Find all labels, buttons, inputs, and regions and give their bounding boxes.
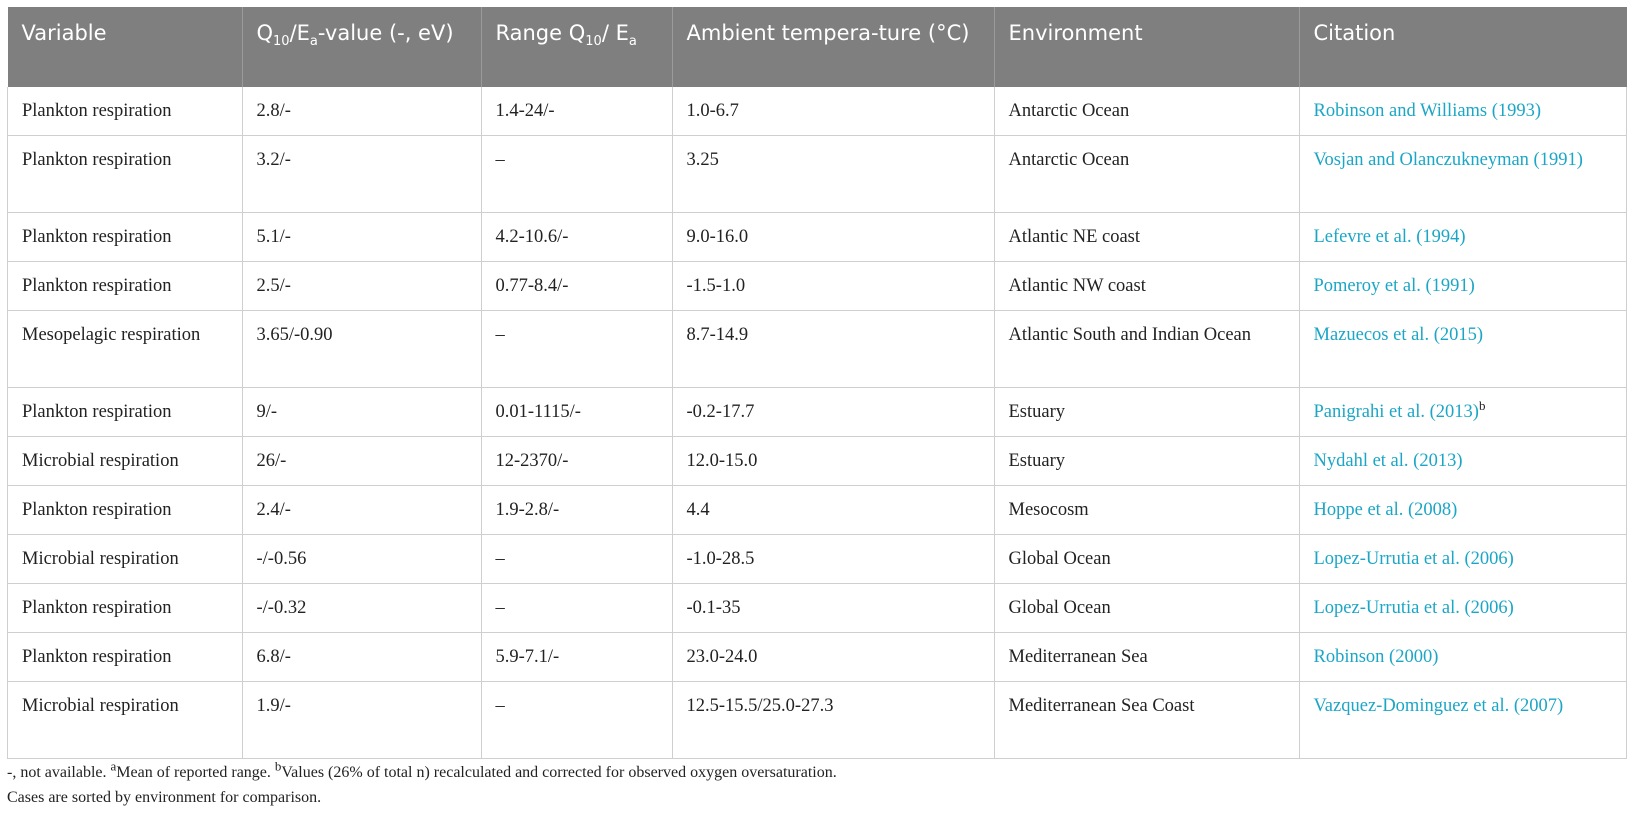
- footnote-line-2: Cases are sorted by environment for comparison.: [7, 789, 322, 806]
- footnote-note-b: Values (26% of total n) recalculated and corrected for observed oxygen oversaturation.: [281, 764, 837, 781]
- citation-text[interactable]: Pomeroy et al. (1991): [1313, 276, 1475, 296]
- cell-ambient: 1.0-6.7: [672, 87, 994, 136]
- cell-variable: Plankton respiration: [8, 213, 243, 262]
- cell-variable: Microbial respiration: [8, 682, 243, 759]
- table-header-row: [8, 7, 1627, 87]
- cell-ambient: 3.25: [672, 136, 994, 213]
- cell-range: 12-2370/-: [481, 437, 672, 486]
- table-row: [8, 535, 1627, 584]
- citation-link[interactable]: [1299, 535, 1627, 584]
- citation-text[interactable]: Vazquez-Dominguez et al. (2007): [1313, 696, 1564, 716]
- header-q10-sub: 10: [273, 34, 290, 50]
- cell-q10: 2.8/-: [242, 87, 481, 136]
- table-row: [8, 388, 1627, 437]
- header-citation: Citation: [1299, 7, 1627, 87]
- cell-variable: Plankton respiration: [8, 633, 243, 682]
- footnote-not-available: -, not available.: [7, 764, 111, 781]
- citation-text[interactable]: Panigrahi et al. (2013): [1313, 402, 1479, 422]
- header-range: [481, 7, 672, 87]
- cell-environment: Antarctic Ocean: [994, 87, 1299, 136]
- cell-q10: 6.8/-: [242, 633, 481, 682]
- header-q10-q: Q: [256, 21, 274, 45]
- table-row: [8, 486, 1627, 535]
- cell-ambient: 12.5-15.5/25.0-27.3: [672, 682, 994, 759]
- cell-environment: Atlantic NE coast: [994, 213, 1299, 262]
- citation-text[interactable]: Robinson and Williams (1993): [1313, 101, 1542, 121]
- citation-text[interactable]: Robinson (2000): [1313, 647, 1439, 667]
- citation-link[interactable]: [1299, 437, 1627, 486]
- table-row: [8, 437, 1627, 486]
- header-environment: Environment: [994, 7, 1299, 87]
- citation-link[interactable]: [1299, 213, 1627, 262]
- cell-environment: Estuary: [994, 437, 1299, 486]
- cell-ambient: -0.1-35: [672, 584, 994, 633]
- citation-text[interactable]: Mazuecos et al. (2015): [1313, 325, 1484, 345]
- citation-link[interactable]: [1299, 486, 1627, 535]
- data-table-container: [7, 7, 1583, 759]
- cell-ambient: 23.0-24.0: [672, 633, 994, 682]
- cell-q10: 5.1/-: [242, 213, 481, 262]
- cell-environment: Atlantic NW coast: [994, 262, 1299, 311]
- header-q10-slash-e: /E: [289, 21, 310, 45]
- citation-link[interactable]: [1299, 311, 1627, 388]
- cell-environment: Atlantic South and Indian Ocean: [994, 311, 1299, 388]
- cell-ambient: 8.7-14.9: [672, 311, 994, 388]
- citation-link[interactable]: [1299, 633, 1627, 682]
- cell-ambient: -1.0-28.5: [672, 535, 994, 584]
- cell-range: –: [481, 311, 672, 388]
- header-range-sub: 10: [585, 34, 602, 50]
- header-variable: Variable: [8, 7, 243, 87]
- footnote-note-a: Mean of reported range.: [116, 764, 275, 781]
- cell-q10: -/-0.32: [242, 584, 481, 633]
- cell-environment: Mediterranean Sea Coast: [994, 682, 1299, 759]
- table-footnotes: [7, 760, 1453, 810]
- header-q10-sub-a: a: [309, 34, 318, 50]
- cell-q10: 3.2/-: [242, 136, 481, 213]
- citation-text[interactable]: Lefevre et al. (1994): [1313, 227, 1466, 247]
- cell-environment: Mediterranean Sea: [994, 633, 1299, 682]
- header-range-sub-a: a: [628, 34, 637, 50]
- table-row: [8, 136, 1627, 213]
- table-row: [8, 633, 1627, 682]
- citation-link[interactable]: [1299, 262, 1627, 311]
- cell-range: 1.9-2.8/-: [481, 486, 672, 535]
- cell-environment: Global Ocean: [994, 535, 1299, 584]
- footnote-sup-a: a: [110, 758, 117, 774]
- cell-q10: 2.4/-: [242, 486, 481, 535]
- cell-ambient: 9.0-16.0: [672, 213, 994, 262]
- cell-range: –: [481, 584, 672, 633]
- citation-link[interactable]: [1299, 584, 1627, 633]
- cell-ambient: -0.2-17.7: [672, 388, 994, 437]
- table-row: [8, 311, 1627, 388]
- citation-text[interactable]: Vosjan and Olanczukneyman (1991): [1313, 150, 1583, 170]
- header-range-slash-e: / E: [601, 21, 629, 45]
- header-q10-ea-value: [242, 7, 481, 87]
- cell-environment: Mesocosm: [994, 486, 1299, 535]
- cell-range: 0.77-8.4/-: [481, 262, 672, 311]
- cell-ambient: 12.0-15.0: [672, 437, 994, 486]
- cell-variable: Mesopelagic respiration: [8, 311, 243, 388]
- citation-link[interactable]: [1299, 682, 1627, 759]
- citation-text[interactable]: Lopez-Urrutia et al. (2006): [1313, 549, 1514, 569]
- cell-q10: 1.9/-: [242, 682, 481, 759]
- cell-variable: Plankton respiration: [8, 136, 243, 213]
- cell-variable: Microbial respiration: [8, 535, 243, 584]
- footnote-line-1: [7, 760, 1453, 785]
- table-row: [8, 87, 1627, 136]
- citation-superscript: b: [1478, 397, 1486, 413]
- cell-range: 1.4-24/-: [481, 87, 672, 136]
- citation-link[interactable]: [1299, 87, 1627, 136]
- cell-environment: Global Ocean: [994, 584, 1299, 633]
- cell-q10: 3.65/-0.90: [242, 311, 481, 388]
- cell-range: –: [481, 136, 672, 213]
- cell-variable: Plankton respiration: [8, 486, 243, 535]
- citation-text[interactable]: Lopez-Urrutia et al. (2006): [1313, 598, 1514, 618]
- table-row: [8, 584, 1627, 633]
- cell-variable: Plankton respiration: [8, 584, 243, 633]
- header-range-prefix: Range Q: [495, 21, 586, 45]
- cell-q10: 26/-: [242, 437, 481, 486]
- cell-variable: Plankton respiration: [8, 262, 243, 311]
- cell-range: 5.9-7.1/-: [481, 633, 672, 682]
- cell-q10: -/-0.56: [242, 535, 481, 584]
- cell-range: –: [481, 535, 672, 584]
- citation-link[interactable]: [1299, 136, 1627, 213]
- cell-q10: 9/-: [242, 388, 481, 437]
- header-ambient-temperature: Ambient tempera-ture (°C): [672, 7, 994, 87]
- cell-range: 4.2-10.6/-: [481, 213, 672, 262]
- table-row: [8, 213, 1627, 262]
- citation-text[interactable]: Nydahl et al. (2013): [1313, 451, 1463, 471]
- header-q10-rest: -value (-, eV): [317, 21, 454, 45]
- cell-range: –: [481, 682, 672, 759]
- citation-text[interactable]: Hoppe et al. (2008): [1313, 500, 1458, 520]
- q10-respiration-table: [7, 7, 1627, 759]
- citation-link[interactable]: [1299, 388, 1627, 437]
- cell-variable: Plankton respiration: [8, 388, 243, 437]
- cell-ambient: 4.4: [672, 486, 994, 535]
- table-row: [8, 682, 1627, 759]
- cell-environment: Antarctic Ocean: [994, 136, 1299, 213]
- cell-variable: Microbial respiration: [8, 437, 243, 486]
- cell-environment: Estuary: [994, 388, 1299, 437]
- footnote-sup-b: b: [274, 758, 282, 774]
- cell-variable: Plankton respiration: [8, 87, 243, 136]
- table-row: [8, 262, 1627, 311]
- cell-range: 0.01-1115/-: [481, 388, 672, 437]
- cell-ambient: -1.5-1.0: [672, 262, 994, 311]
- cell-q10: 2.5/-: [242, 262, 481, 311]
